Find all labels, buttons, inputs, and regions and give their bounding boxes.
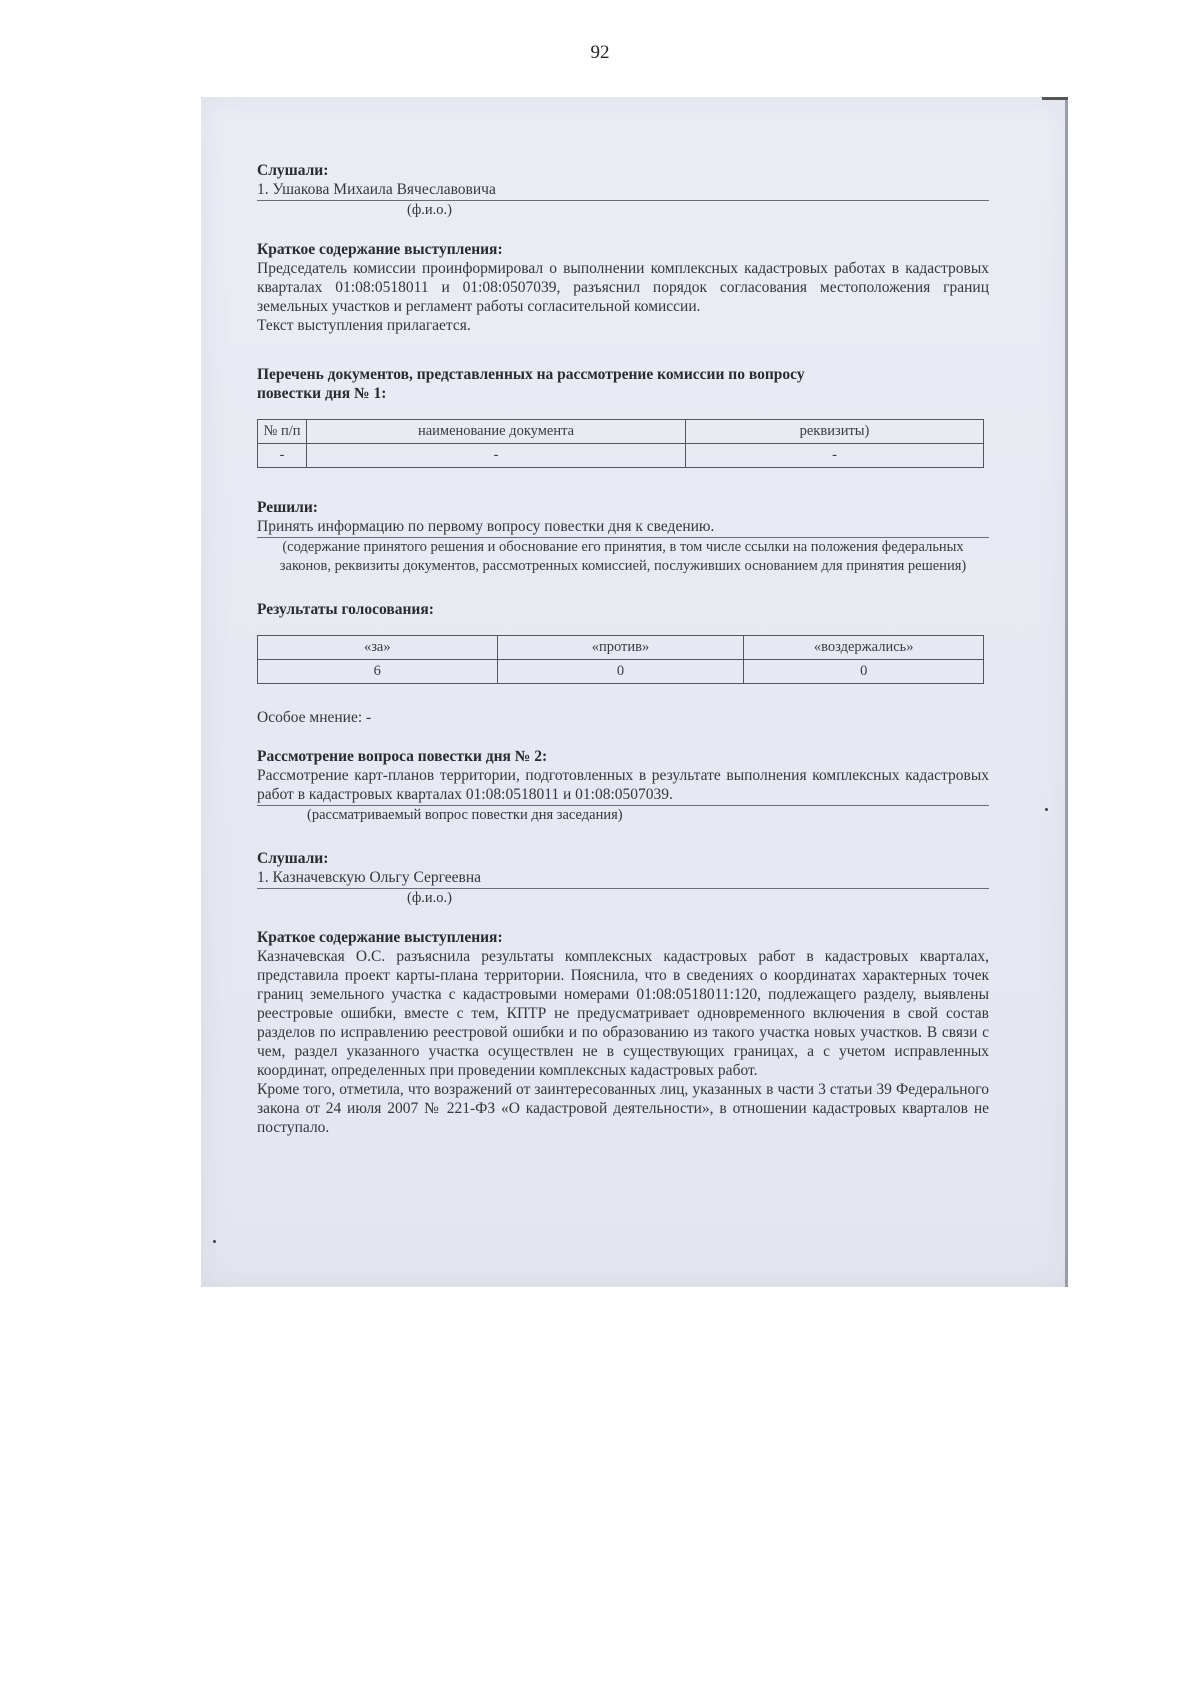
- decided-heading-1: Решили:: [257, 499, 318, 516]
- special-opinion: Особое мнение: -: [257, 709, 372, 726]
- vote-value-against: 0: [497, 660, 744, 684]
- summary-heading-1: Краткое содержание выступления:: [257, 241, 503, 258]
- documents-heading-line1: Перечень документов, представленных на рассмотрение комиссии по вопросу: [257, 366, 805, 383]
- heard-person-1: 1. Ушакова Михаила Вячеславовича: [257, 180, 989, 201]
- summary-text-2a: Казначевская О.С. разъяснила результаты комплексных кадастровых работ в кадастровых кварталах, представила проект карты-плана территории. Пояснила, что в сведениях о координатах характерных точек границ земельного участка с кадастровыми номерами 01:08:0518011:120, подлежащего разделу, выявлены реестровые ошибки, вместе с тем, КПТР не предусматривает одновременного включения в свой состав разделов по исправлению реестровой ошибки и по образованию из такого участка новых участков. В связи с чем, раздел указанного участка осуществлен не в существующих границах, а с учетом исправленных координат, определенных при проведении комплексных кадастровых работ.: [257, 948, 989, 1079]
- decided-text-1: Принять информацию по первому вопросу повестки дня к сведению.: [257, 517, 989, 538]
- documents-heading-line2: повестки дня № 1:: [257, 385, 387, 402]
- heard-caption-1: (ф.и.о.): [407, 202, 452, 218]
- doc-cell-details: -: [686, 444, 984, 468]
- scanned-page: [201, 97, 1068, 1287]
- documents-table-header: [258, 420, 984, 444]
- doc-col-details: реквизиты): [686, 420, 984, 444]
- voting-heading: Результаты голосования:: [257, 601, 434, 618]
- table-row: [258, 660, 984, 684]
- scan-speck: [1045, 808, 1048, 811]
- documents-heading: [257, 365, 989, 403]
- heard-caption-2: (ф.и.о.): [407, 890, 452, 906]
- summary-text-1: Председатель комиссии проинформировал о выполнении комплексных кадастровых работах в кадастровых кварталах 01:08:0518011 и 01:08:0507039, разъяснил порядок согласования местоположения границ земельных участков и регламент работы согласительной комиссии.: [257, 260, 989, 315]
- documents-table: [257, 419, 984, 468]
- vote-value-for: 6: [258, 660, 498, 684]
- vote-value-abstained: 0: [744, 660, 984, 684]
- document-body: [257, 161, 989, 1137]
- vote-col-for: «за»: [258, 636, 498, 660]
- doc-cell-number: -: [258, 444, 307, 468]
- page-number: 92: [590, 42, 610, 63]
- vote-col-abstained: «воздержались»: [744, 636, 984, 660]
- voting-table: [257, 635, 984, 684]
- scan-edge: [1065, 97, 1068, 1287]
- heard-person-2: 1. Казначевскую Ольгу Сергеевна: [257, 868, 989, 889]
- scan-speck: [213, 1240, 216, 1243]
- question-text-2: Рассмотрение карт-планов территории, подготовленных в результате выполнения комплексных кадастровых работ в кадастровых кварталах 01:08:0518011 и 01:08:0507039.: [257, 766, 989, 806]
- heard-heading-2: Слушали:: [257, 850, 329, 867]
- decided-caption-1: (содержание принятого решения и обоснование его принятия, в том числе ссылки на положения федеральных законов, реквизиты документов, рассмотренных комиссией, послуживших основанием для принятия решения): [279, 539, 967, 574]
- doc-col-number: № п/п: [258, 420, 307, 444]
- summary-heading-2: Краткое содержание выступления:: [257, 929, 503, 946]
- scan-edge-mark: [1042, 97, 1068, 100]
- voting-table-header: [258, 636, 984, 660]
- summary-text-2b: Кроме того, отметила, что возражений от заинтересованных лиц, указанных в части 3 статьи 39 Федерального закона от 24 июля 2007 № 221-ФЗ «О кадастровой деятельности», в отношении кадастровых кварталов не поступало.: [257, 1081, 989, 1136]
- summary-attached: Текст выступления прилагается.: [257, 317, 471, 334]
- doc-col-name: наименование документа: [307, 420, 686, 444]
- question-caption-2: (рассматриваемый вопрос повестки дня заседания): [307, 807, 623, 823]
- table-row: [258, 444, 984, 468]
- vote-col-against: «против»: [497, 636, 744, 660]
- question-heading-2: Рассмотрение вопроса повестки дня № 2:: [257, 748, 548, 765]
- heard-heading-1: Слушали:: [257, 162, 329, 179]
- doc-cell-name: -: [307, 444, 686, 468]
